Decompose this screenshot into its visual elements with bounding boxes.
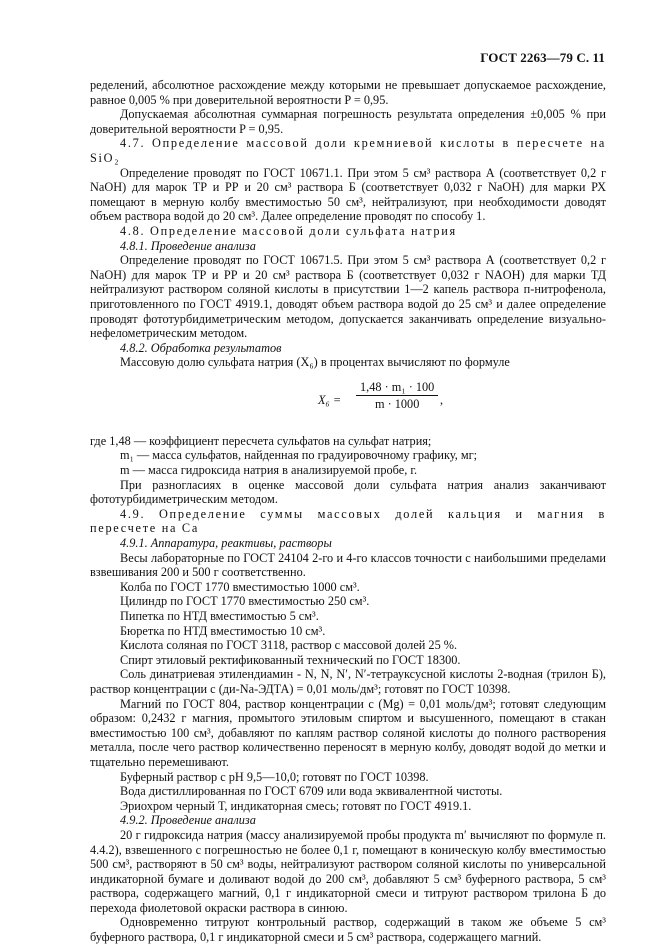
subsection-heading-4-9-1: 4.9.1. Аппаратура, реактивы, растворы <box>120 536 332 551</box>
section-heading-4-8: 4.8. Определение массовой доли сульфата натрия <box>120 223 457 238</box>
legend-m: m — масса гидроксида натрия в анализируемой пробе, г. <box>120 463 418 478</box>
legend-coefficient: где 1,48 — коэффициент пересчета сульфатов на сульфат натрия; <box>90 433 432 448</box>
reagent-ethanol: Спирт этиловый ректификованный технический по ГОСТ 18300. <box>120 652 461 667</box>
reagent-flask: Колба по ГОСТ 1770 вместимостью 1000 см³. <box>120 579 360 594</box>
document-body <box>90 78 606 945</box>
formula-denominator: m · 1000 <box>374 396 420 411</box>
paragraph-titration: 20 г гидроксида натрия (массу анализируемой пробы продукта m′ вычисляют по формуле п. 4.4.2), взвешенного с погрешностью не более 0,1 г, помещают в коническую колбу вместимостью 500 см³, растворяют в 50 см³ воды, нейтрализуют раствором соляной кислоты по универсальной индикаторной бумаге и доливают водой до 200 см³, добавляют 5 см³ буферного раствора, 5 см³ раствора, содержащего магний, 0,1 г индикаторной смеси и титруют раствором трилона Б до перехода фиолетовой окраски раствора в синюю. <box>90 827 606 915</box>
reagent-pipette: Пипетка по НТД вместимостью 5 см³. <box>120 609 319 623</box>
running-head: ГОСТ 2263—79 С. 11 <box>480 50 605 65</box>
legend-m1: m₁ — масса сульфатов, найденная по градуировочному графику, мг; <box>120 448 478 463</box>
formula-fraction <box>356 380 438 412</box>
subsection-heading-4-8-1: 4.8.1. Проведение анализа <box>120 238 256 253</box>
reagent-eriochrome: Эриохром черный Т, индикаторная смесь; готовят по ГОСТ 4919.1. <box>120 798 472 813</box>
reagent-burette: Бюретка по НТД вместимостью 10 см³. <box>120 623 326 638</box>
paragraph-sulfate-method: Определение проводят по ГОСТ 10671.5. При этом 5 см³ раствора А (соответствует 0,2 г NaOH) для марок ТР и РР и 20 см³ раствора Б (соответствует 0,032 г NAOH) для марки ТД нейтрализуют раствором соляной кислоты в присутствии 1—2 капель раствора п-нитрофенола, приготовленного по ГОСТ 4919.1, доводят объем раствора водой до 25 см³ и далее определение проводят фототурбидиметрическим методом, допускается заканчивать определение визуально-нефелометрическим методом. <box>90 253 606 341</box>
subsection-heading-4-9-2: 4.9.2. Проведение анализа <box>120 813 256 828</box>
paragraph-control-solution: Одновременно титруют контрольный раствор, содержащий в таком же объеме 5 см³ буферного раствора, 0,1 г индикаторной смеси и 5 см³ раствора, содержащего магний. <box>90 915 606 945</box>
reagent-scales: Весы лабораторные по ГОСТ 24104 2-го и 4-го классов точности с наибольшими пределами взвешивания 200 и 500 г соответственно. <box>90 550 606 580</box>
formula-lhs: X₆ = <box>318 392 342 407</box>
section-heading-4-7: 4.7. Определение массовой доли кремниевой кислоты в пересчете на SiO₂ <box>90 136 606 165</box>
reagent-water: Вода дистиллированная по ГОСТ 6709 или вода эквивалентной чистоты. <box>120 784 503 799</box>
formula-numerator: 1,48 · m₁ · 100 <box>356 380 438 396</box>
section-heading-4-9: 4.9. Определение суммы массовых долей кальция и магния в пересчете на Са <box>90 506 606 536</box>
paragraph-silica-method: Определение проводят по ГОСТ 10671.1. При этом 5 см³ раствора А (соответствует 0,2 г NaOH) для марок ТР и РР и 20 см³ раствора Б (соответствует 0,032 г NaOH) для марки РХ помещают в мерную колбу вместимостью 50 см³, нейтрализуют, при необходимости доводят объем раствора водой до 20 см³. Далее определение проводят по способу 1. <box>90 165 606 224</box>
reagent-cylinder: Цилиндр по ГОСТ 1770 вместимостью 250 см³. <box>120 594 370 609</box>
reagent-magnesium: Магний по ГОСТ 804, раствор концентрации с (Mg) = 0,01 моль/дм³; готовят следующим образом: 0,2432 г магния, промытого этиловым спиртом и высушенного, помещают в стакан вместимостью 100 см³, добавляют по каплям раствор соляной кислоты до полного растворения металла, после чего раствор количественно переносят в мерную колбу, доводят водой до метки и тщательно перемешивают. <box>90 696 606 769</box>
reagent-hcl: Кислота соляная по ГОСТ 3118, раствор с массовой долей 25 %. <box>120 638 458 653</box>
reagent-trilon: Соль динатриевая этилендиамин - N, N, N′, N′-тетрауксусной кислоты 2-водная (трилон Б), раствор концентрации с (ди-Na-ЭДТА) = 0,01 моль/дм³; готовят по ГОСТ 10398. <box>90 667 606 696</box>
paragraph-continued: ределений, абсолютное расхождение между которыми не превышает допускаемое расхождение, равное 0,005 % при доверительной вероятности P = 0,95. <box>90 78 606 107</box>
formula-trailing-comma: , <box>440 392 444 407</box>
paragraph-formula-intro: Массовую долю сульфата натрия (X₆) в процентах вычисляют по формуле <box>120 355 510 370</box>
reagent-buffer: Буферный раствор с рН 9,5—10,0; готовят по ГОСТ 10398. <box>120 769 429 784</box>
paragraph-disagreement: При разногласиях в оценке массовой доли сульфата натрия анализ заканчивают фототурбидиметрическим методом. <box>90 477 606 507</box>
sulfate-formula <box>90 380 606 420</box>
paragraph-error-limit: Допускаемая абсолютная суммарная погрешность результата определения ±0,005 % при доверительной вероятности P = 0,95. <box>90 107 606 136</box>
subsection-heading-4-8-2: 4.8.2. Обработка результатов <box>120 340 282 355</box>
